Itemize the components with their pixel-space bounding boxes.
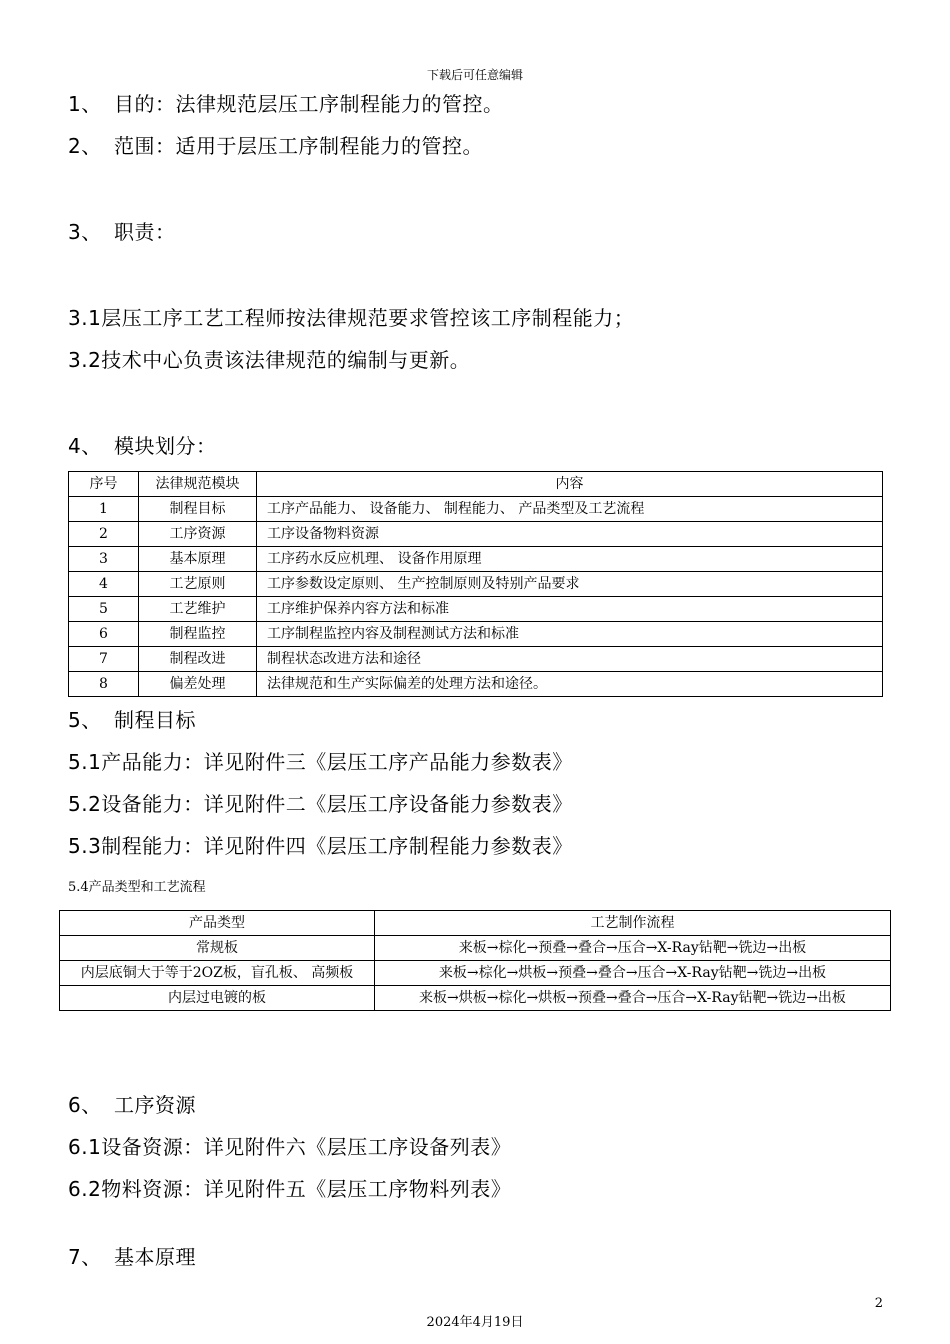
header-cell: 产品类型	[60, 911, 375, 936]
section-text: 模块划分：	[114, 434, 217, 458]
table-row	[69, 547, 883, 572]
section-purpose	[68, 88, 504, 117]
table-cell: 8	[69, 672, 139, 697]
process-flow-table	[59, 910, 891, 1011]
table-cell: 常规板	[60, 936, 375, 961]
table-row	[69, 522, 883, 547]
table-header-row	[69, 472, 883, 497]
section-principles	[68, 1241, 196, 1270]
section-number: 1、	[68, 92, 102, 116]
table-cell: 3	[69, 547, 139, 572]
table-row	[60, 961, 891, 986]
section-text: 职责：	[114, 220, 176, 244]
table-row	[69, 572, 883, 597]
section-number: 3、	[68, 220, 102, 244]
section-scope	[68, 130, 483, 159]
table-cell: 内层底铜大于等于2OZ板，盲孔板、 高频板	[60, 961, 375, 986]
table-cell: 5	[69, 597, 139, 622]
table-cell: 6	[69, 622, 139, 647]
table-cell: 法律规范和生产实际偏差的处理方法和途径。	[257, 672, 883, 697]
table-cell: 工序维护保养内容方法和标准	[257, 597, 883, 622]
section-text: 目的：法律规范层压工序制程能力的管控。	[114, 92, 504, 116]
table-header-row	[60, 911, 891, 936]
table-cell: 工序产品能力、 设备能力、 制程能力、 产品类型及工艺流程	[257, 497, 883, 522]
section-text: 6.1设备资源：详见附件六《层压工序设备列表》	[68, 1135, 512, 1159]
module-table	[68, 471, 883, 697]
table-cell: 制程目标	[139, 497, 257, 522]
table-row	[60, 986, 891, 1011]
section-text: 5.2设备能力：详见附件二《层压工序设备能力参数表》	[68, 792, 573, 816]
table-row	[69, 622, 883, 647]
header-cell: 工艺制作流程	[375, 911, 891, 936]
table-cell: 工序制程监控内容及制程测试方法和标准	[257, 622, 883, 647]
section-number: 2、	[68, 134, 102, 158]
table-cell: 工艺原则	[139, 572, 257, 597]
section-duties	[68, 216, 176, 245]
table-cell: 基本原理	[139, 547, 257, 572]
table-row	[69, 497, 883, 522]
footer-date: 2024年4月19日	[426, 1315, 524, 1330]
page-number: 2	[874, 1296, 883, 1311]
section-text: 6.2物料资源：详见附件五《层压工序物料列表》	[68, 1177, 512, 1201]
table-cell: 来板→棕化→烘板→预叠→叠合→压合→X-Ray钻靶→铣边→出板	[375, 961, 891, 986]
section-number: 4、	[68, 434, 102, 458]
table-cell: 1	[69, 497, 139, 522]
section-text: 3.2技术中心负责该法律规范的编制与更新。	[68, 348, 471, 372]
target-5-1	[68, 746, 573, 775]
table-cell: 工序药水反应机理、 设备作用原理	[257, 547, 883, 572]
table-cell: 制程监控	[139, 622, 257, 647]
target-5-3	[68, 830, 573, 859]
section-number: 6、	[68, 1093, 102, 1117]
section-number: 5、	[68, 708, 102, 732]
table-cell: 制程状态改进方法和途径	[257, 647, 883, 672]
table-row	[60, 936, 891, 961]
header-cell: 内容	[257, 472, 883, 497]
table-cell: 工序参数设定原则、 生产控制原则及特别产品要求	[257, 572, 883, 597]
table-row	[69, 647, 883, 672]
table-cell: 工序设备物料资源	[257, 522, 883, 547]
header-note: 下载后可任意编辑	[426, 68, 523, 82]
section-text: 范围：适用于层压工序制程能力的管控。	[114, 134, 483, 158]
section-text: 基本原理	[114, 1245, 196, 1269]
section-text: 工序资源	[114, 1093, 196, 1117]
section-text: 5.1产品能力：详见附件三《层压工序产品能力参数表》	[68, 750, 573, 774]
section-number: 7、	[68, 1245, 102, 1269]
section-text: 3.1层压工序工艺工程师按法律规范要求管控该工序制程能力；	[68, 306, 635, 330]
subheading-5-4: 5.4产品类型和工艺流程	[68, 880, 206, 895]
table-cell: 来板→烘板→棕化→烘板→预叠→叠合→压合→X-Ray钻靶→铣边→出板	[375, 986, 891, 1011]
table-cell: 偏差处理	[139, 672, 257, 697]
section-process-targets	[68, 704, 196, 733]
section-modules	[68, 430, 217, 459]
table-cell: 工序资源	[139, 522, 257, 547]
header-cell: 法律规范模块	[139, 472, 257, 497]
table-row	[69, 672, 883, 697]
table-cell: 来板→棕化→预叠→叠合→压合→X-Ray钻靶→铣边→出板	[375, 936, 891, 961]
section-text: 制程目标	[114, 708, 196, 732]
duty-3-1	[68, 302, 634, 331]
table-cell: 工艺维护	[139, 597, 257, 622]
table-cell: 内层过电镀的板	[60, 986, 375, 1011]
table-cell: 制程改进	[139, 647, 257, 672]
resource-6-2	[68, 1173, 511, 1202]
resource-6-1	[68, 1131, 511, 1160]
header-cell: 序号	[69, 472, 139, 497]
section-resources	[68, 1089, 196, 1118]
table-row	[69, 597, 883, 622]
table-cell: 2	[69, 522, 139, 547]
table-cell: 4	[69, 572, 139, 597]
section-text: 5.3制程能力：详见附件四《层压工序制程能力参数表》	[68, 834, 573, 858]
duty-3-2	[68, 344, 470, 373]
table-cell: 7	[69, 647, 139, 672]
target-5-2	[68, 788, 573, 817]
